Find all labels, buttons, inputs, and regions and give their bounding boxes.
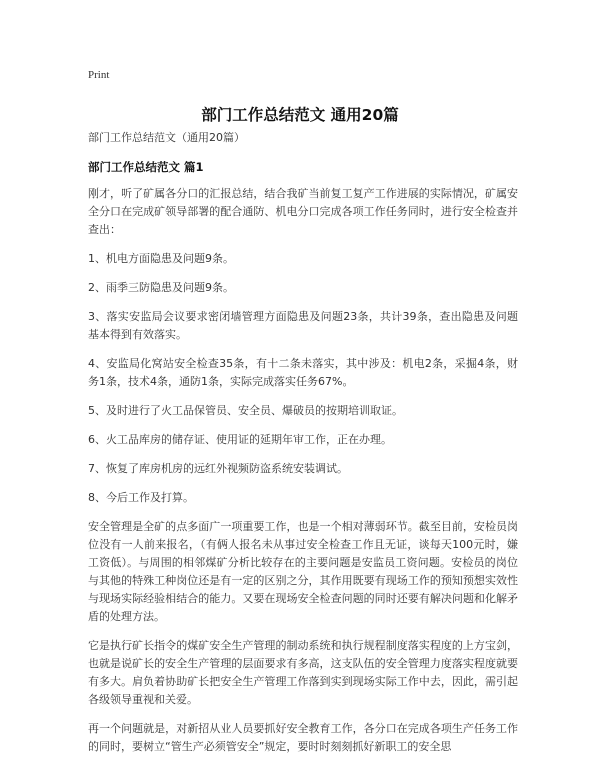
document-body xyxy=(88,129,518,767)
paragraph-mine-director-role: 它是执行矿长指令的煤矿安全生产管理的制动系统和执行规程制度落实程度的上方宝剑，也就是说矿长的安全生产管理的层面要求有多高，这支队伍的安全管理力度落实程度就要有多大。肩负着协助矿长把安全生产管理工作落到实到现场实际工作中去，因此，需引起各级领导重视和关爱。 xyxy=(88,639,518,706)
list-item-6: 6、火工品库房的储存证、使用证的延期年审工作，正在办理。 xyxy=(88,433,392,446)
list-item-2: 2、雨季三防隐患及问题9条。 xyxy=(88,281,234,294)
paragraph-new-staff-training: 再一个问题就是，对新招从业人员要抓好安全教育工作，各分口在完成各项生产任务工作的同时，要树立“管生产必须管安全”规定，要时时刻刻抓好新职工的安全思 xyxy=(88,722,518,753)
paragraph-safety-management: 安全管理是全矿的点多面广一项重要工作，也是一个相对薄弱环节。截至目前，安检员岗位没有一人前来报名，（有俩人报名未从事过安全检查工作且无证，谈每天100元时，嫌工资低）。与周围的相邻煤矿分析比较存在的主要问题是安监员工资问题。安检员的岗位与其他的特殊工种岗位还是有一定的区别之分，其作用既要有现场工作的预知预想实效性与现场实际经验相结合的能力。又要在现场安全检查问题的同时还要有解决问题和化解矛盾的处理方法。 xyxy=(88,520,518,623)
paragraph-intro: 刚才，听了矿属各分口的汇报总结，结合我矿当前复工复产工作进展的实际情况，矿属安全分口在完成矿领导部署的配合通防、机电分口完成各项工作任务同时，进行安全检查并查出： xyxy=(88,187,518,236)
list-item-8: 8、今后工作及打算。 xyxy=(88,491,194,504)
list-item-7: 7、恢复了库房机房的远红外视频防盗系统安装调试。 xyxy=(88,462,348,475)
section-heading: 部门工作总结范文 篇1 xyxy=(88,160,204,174)
list-item-5: 5、及时进行了火工品保管员、安全员、爆破员的按期培训取证。 xyxy=(88,404,403,417)
list-item-3: 3、落实安监局会议要求密闭墙管理方面隐患及问题23条，共计39条，查出隐患及问题基本得到有效落实。 xyxy=(88,310,518,341)
print-label: Print xyxy=(88,69,110,81)
list-item-4: 4、安监局化窝站安全检查35条，有十二条未落实，其中涉及：机电2条，采掘4条，财务1条，技术4条，通防1条，实际完成落实任务67%。 xyxy=(88,357,518,388)
document-title: 部门工作总结范文 通用20篇 xyxy=(201,106,399,124)
list-item-1: 1、机电方面隐患及问题9条。 xyxy=(88,252,234,265)
document-subtitle: 部门工作总结范文（通用20篇） xyxy=(88,131,245,144)
